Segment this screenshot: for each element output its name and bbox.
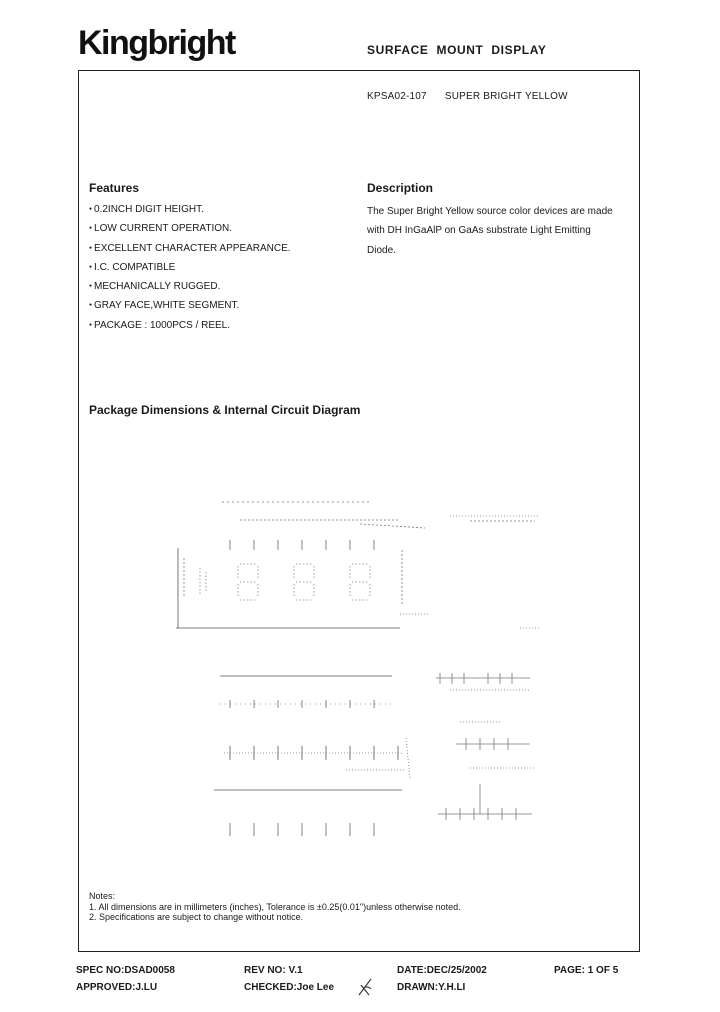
page-number: PAGE: 1 OF 5 bbox=[554, 965, 619, 976]
notes-title: Notes: bbox=[89, 891, 116, 901]
revision-number: REV NO: V.1 bbox=[244, 965, 303, 976]
notes-block bbox=[89, 891, 461, 923]
spec-number: SPEC NO:DSAD0058 bbox=[76, 965, 175, 976]
checked-by: CHECKED:Joe Lee bbox=[244, 982, 335, 993]
signature-mark bbox=[357, 975, 375, 999]
drawn-by: DRAWN:Y.H.LI bbox=[397, 982, 466, 993]
features-list bbox=[89, 203, 291, 338]
part-line bbox=[367, 91, 586, 102]
features-heading: Features bbox=[89, 181, 140, 195]
document-date: DATE:DEC/25/2002 bbox=[397, 965, 487, 976]
package-dimension-drawing bbox=[170, 488, 550, 848]
feature-item: ● LOW CURRENT OPERATION. bbox=[89, 222, 291, 241]
note-item: 2. Specifications are subject to change without notice. bbox=[89, 912, 304, 922]
feature-item: ● I.C. COMPATIBLE bbox=[89, 261, 291, 280]
feature-item: ● EXCELLENT CHARACTER APPEARANCE. bbox=[89, 242, 291, 261]
feature-item: ● 0.2INCH DIGIT HEIGHT. bbox=[89, 203, 291, 222]
feature-item: ● GRAY FACE,WHITE SEGMENT. bbox=[89, 299, 291, 318]
note-item: 1. All dimensions are in millimeters (inches), Tolerance is ±0.25(0.01")unless otherwise noted. bbox=[89, 901, 461, 912]
package-heading: Package Dimensions & Internal Circuit Diagram bbox=[89, 403, 361, 417]
description-text: The Super Bright Yellow source color devices are made with DH InGaAlP on GaAs substrate Light Emitting Diode. bbox=[367, 206, 613, 256]
feature-item: ● PACKAGE : 1000PCS / REEL. bbox=[89, 319, 291, 338]
document-title: SURFACE MOUNT DISPLAY bbox=[367, 43, 547, 57]
description-heading: Description bbox=[367, 181, 434, 195]
feature-item: ● MECHANICALLY RUGGED. bbox=[89, 280, 291, 299]
approved-by: APPROVED:J.LU bbox=[76, 982, 158, 993]
part-color: SUPER BRIGHT YELLOW bbox=[444, 91, 568, 102]
brand-logo: Kingbright bbox=[78, 24, 235, 62]
part-number: KPSA02-107 bbox=[367, 91, 427, 102]
